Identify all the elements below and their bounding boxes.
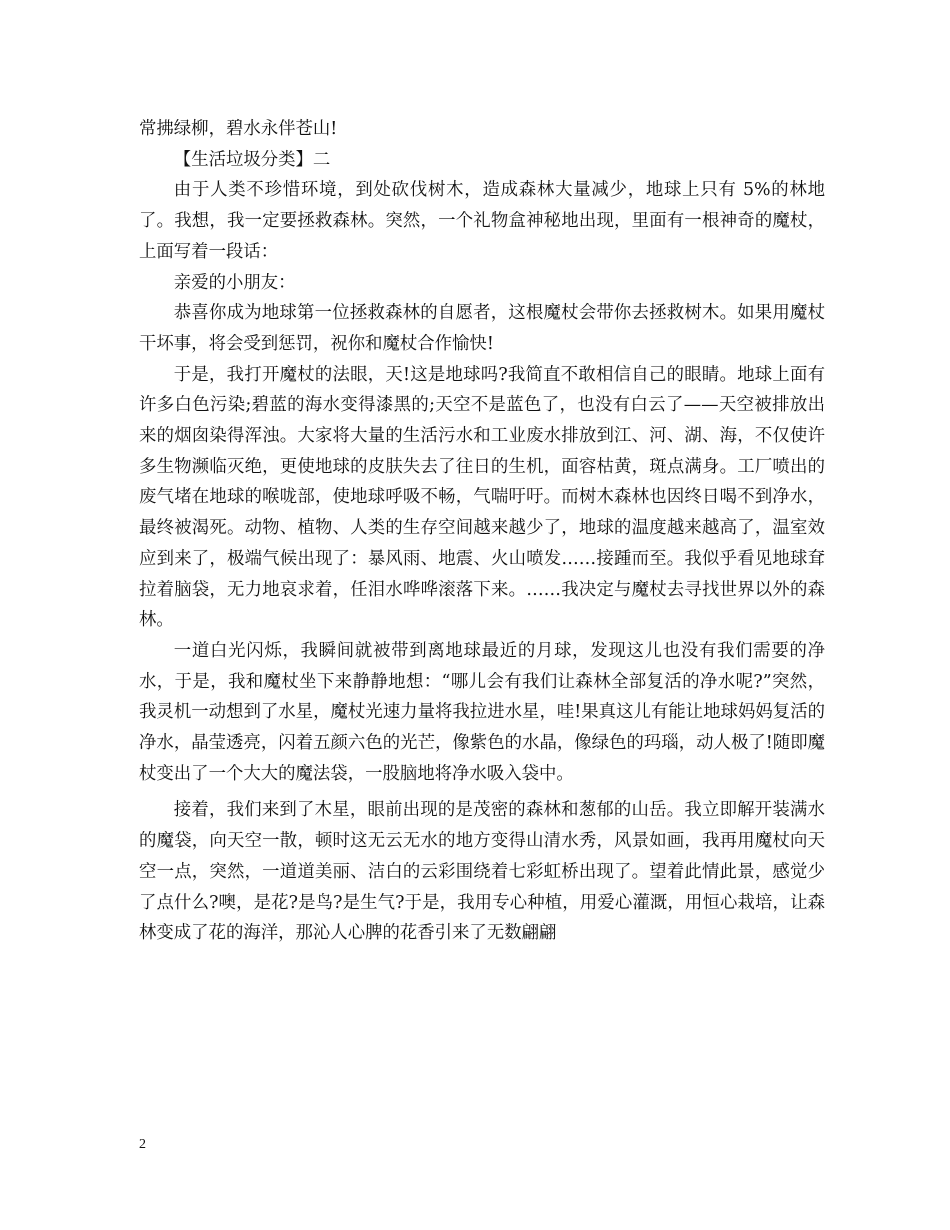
paragraph-jupiter: 接着，我们来到了木星，眼前出现的是茂密的森林和葱郁的山岳。我立即解开装满水的魔袋，向天空一散，顿时这无云无水的地方变得山清水秀，风景如画，我再用魔杖向天空一点，突然，一道道美丽、洁白的云彩围绕着七彩虹桥出现了。望着此情此景，感觉少了点什么?噢，是花?是鸟?是生气?于是，我用专心种植，用爱心灌溉，用恒心栽培，让森林变成了花的海洋，那沁人心脾的花香引来了无数翩翩: [139, 800, 825, 944]
paragraph-continuation: 常拂绿柳，碧水永伴苍山!: [139, 119, 338, 139]
document-body: [139, 114, 825, 949]
paragraph-intro: 由于人类不珍惜环境，到处砍伐树木，造成森林大量减少，地球上只有 5%的林地了。我想，我一定要拯救森林。突然，一个礼物盒神秘地出现，里面有一根神奇的魔杖，上面写着一段话：: [139, 180, 825, 262]
paragraph-letter: 恭喜你成为地球第一位拯救森林的自愿者，这根魔杖会带你去拯救树木。如果用魔杖干坏事，将会受到惩罚，祝你和魔杖合作愉快!: [139, 303, 825, 354]
section-heading: 【生活垃圾分类】二: [173, 149, 331, 170]
paragraph-salutation: 亲爱的小朋友：: [173, 272, 296, 293]
paragraph-moon-mercury: 一道白光闪烁，我瞬间就被带到离地球最近的月球，发现这儿也没有我们需要的净水，于是，我和魔杖坐下来静静地想：“哪儿会有我们让森林全部复活的净水呢?”突然，我灵机一动想到了水星，魔杖光速力量将我拉进水星，哇!果真这儿有能让地球妈妈复活的净水，晶莹透亮，闪着五颜六色的光芒，像紫色的水晶，像绿色的玛瑙，动人极了!随即魔杖变出了一个大大的魔法袋，一股脑地将净水吸入袋中。: [139, 640, 825, 784]
paragraph-earth-description: 于是，我打开魔杖的法眼，天!这是地球吗?我简直不敢相信自己的眼睛。地球上面有许多白色污染;碧蓝的海水变得漆黑的;天空不是蓝色了，也没有白云了——天空被排放出来的烟囱染得浑浊。大家将大量的生活污水和工业废水排放到江、河、湖、海，不仅使许多生物濒临灭绝，更使地球的皮肤失去了往日的生机，面容枯黄，斑点满身。工厂喷出的废气堵在地球的喉咙部，使地球呼吸不畅，气喘吁吁。而树木森林也因终日喝不到净水，最终被渴死。动物、植物、人类的生存空间越来越少了，地球的温度越来越高了，温室效应到来了，极端气候出现了：暴风雨、地震、火山喷发……接踵而至。我似乎看见地球耷拉着脑袋，无力地哀求着，任泪水哗哗滚落下来。……我决定与魔杖去寻找世界以外的森林。: [139, 364, 825, 631]
page-number: 2: [139, 1137, 146, 1152]
